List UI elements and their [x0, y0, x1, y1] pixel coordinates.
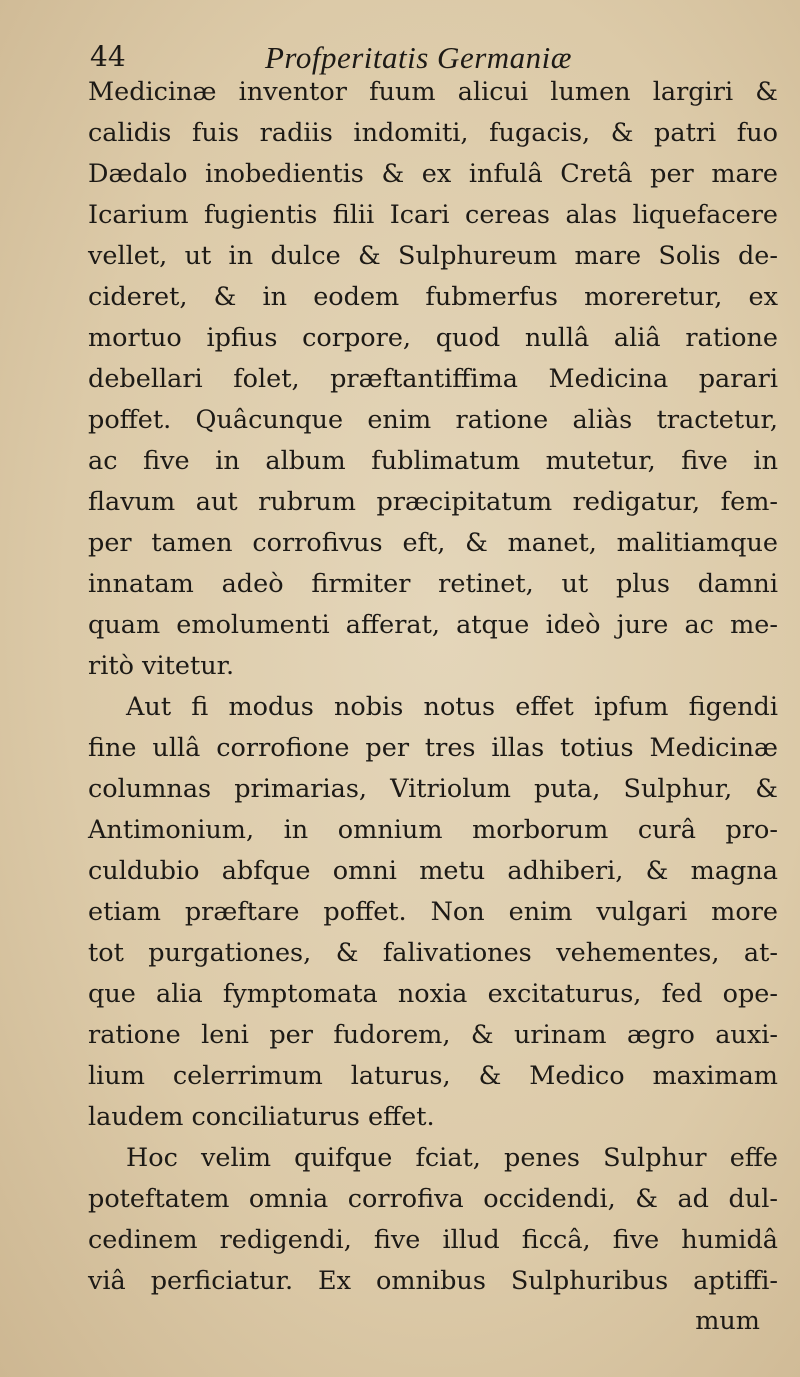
text-line: culdubio abfque omni metu adhiberi, & magna	[88, 856, 778, 886]
text-line: ritò vitetur.	[88, 651, 235, 681]
text-line: cideret, & in eodem fubmerfus moreretur, ex	[88, 282, 778, 312]
text-line: etiam præftare poffet. Non enim vulgari more	[88, 897, 778, 927]
text-line: Dædalo inobedientis & ex infulâ Cretâ per mare	[88, 159, 778, 189]
text-line: mortuo ipfius corpore, quod nullâ aliâ ratione	[88, 323, 778, 353]
text-line: per tamen corrofivus eft, & manet, malitiamque	[88, 528, 778, 558]
text-line: poffet. Quâcunque enim ratione aliàs tractetur,	[88, 405, 778, 435]
text-line: que alia fymptomata noxia excitaturus, fed ope-	[88, 979, 778, 1009]
text-line: calidis fuis radiis indomiti, fugacis, & patri fuo	[88, 118, 778, 148]
text-line: tot purgationes, & falivationes vehementes, at-	[88, 938, 778, 968]
running-title: Profperitatis Germaniæ	[265, 40, 572, 75]
text-line: cedinem redigendi, five illud ficcâ, five humidâ	[88, 1225, 778, 1255]
text-line: Icarium fugientis filii Icari cereas alas liquefacere	[88, 200, 778, 230]
text-line: ratione leni per fudorem, & urinam ægro auxi-	[88, 1020, 778, 1050]
text-line: Antimonium, in omnium morborum curâ pro-	[88, 815, 778, 845]
text-line: laudem conciliaturus effet.	[88, 1102, 435, 1132]
text-line: viâ perficiatur. Ex omnibus Sulphuribus aptiffi-	[88, 1266, 778, 1296]
text-line: poteftatem omnia corrofiva occidendi, & ad dul-	[88, 1184, 778, 1214]
text-line: columnas primarias, Vitriolum puta, Sulphur, &	[88, 774, 778, 804]
text-line: debellari folet, præftantiffima Medicina parari	[88, 364, 778, 394]
text-line: innatam adeò firmiter retinet, ut plus damni	[88, 569, 778, 599]
page-number: 44	[90, 40, 126, 73]
text-line: lium celerrimum laturus, & Medico maximam	[88, 1061, 778, 1091]
text-line: Aut fi modus nobis notus effet ipfum figendi	[126, 692, 778, 722]
text-line: ac five in album fublimatum mutetur, five in	[88, 446, 778, 476]
catchword: mum	[695, 1306, 760, 1336]
text-line: fine ullâ corrofione per tres illas totius Medicinæ	[88, 733, 778, 763]
text-line: flavum aut rubrum præcipitatum redigatur, fem-	[88, 487, 778, 517]
body-text	[88, 72, 778, 1302]
text-line: Medicinæ inventor fuum alicui lumen largiri &	[88, 77, 778, 107]
text-line: vellet, ut in dulce & Sulphureum mare Solis de-	[88, 241, 778, 271]
text-line: Hoc velim quifque fciat, penes Sulphur effe	[126, 1143, 778, 1173]
text-line: quam emolumenti afferat, atque ideò jure ac me-	[88, 610, 778, 640]
